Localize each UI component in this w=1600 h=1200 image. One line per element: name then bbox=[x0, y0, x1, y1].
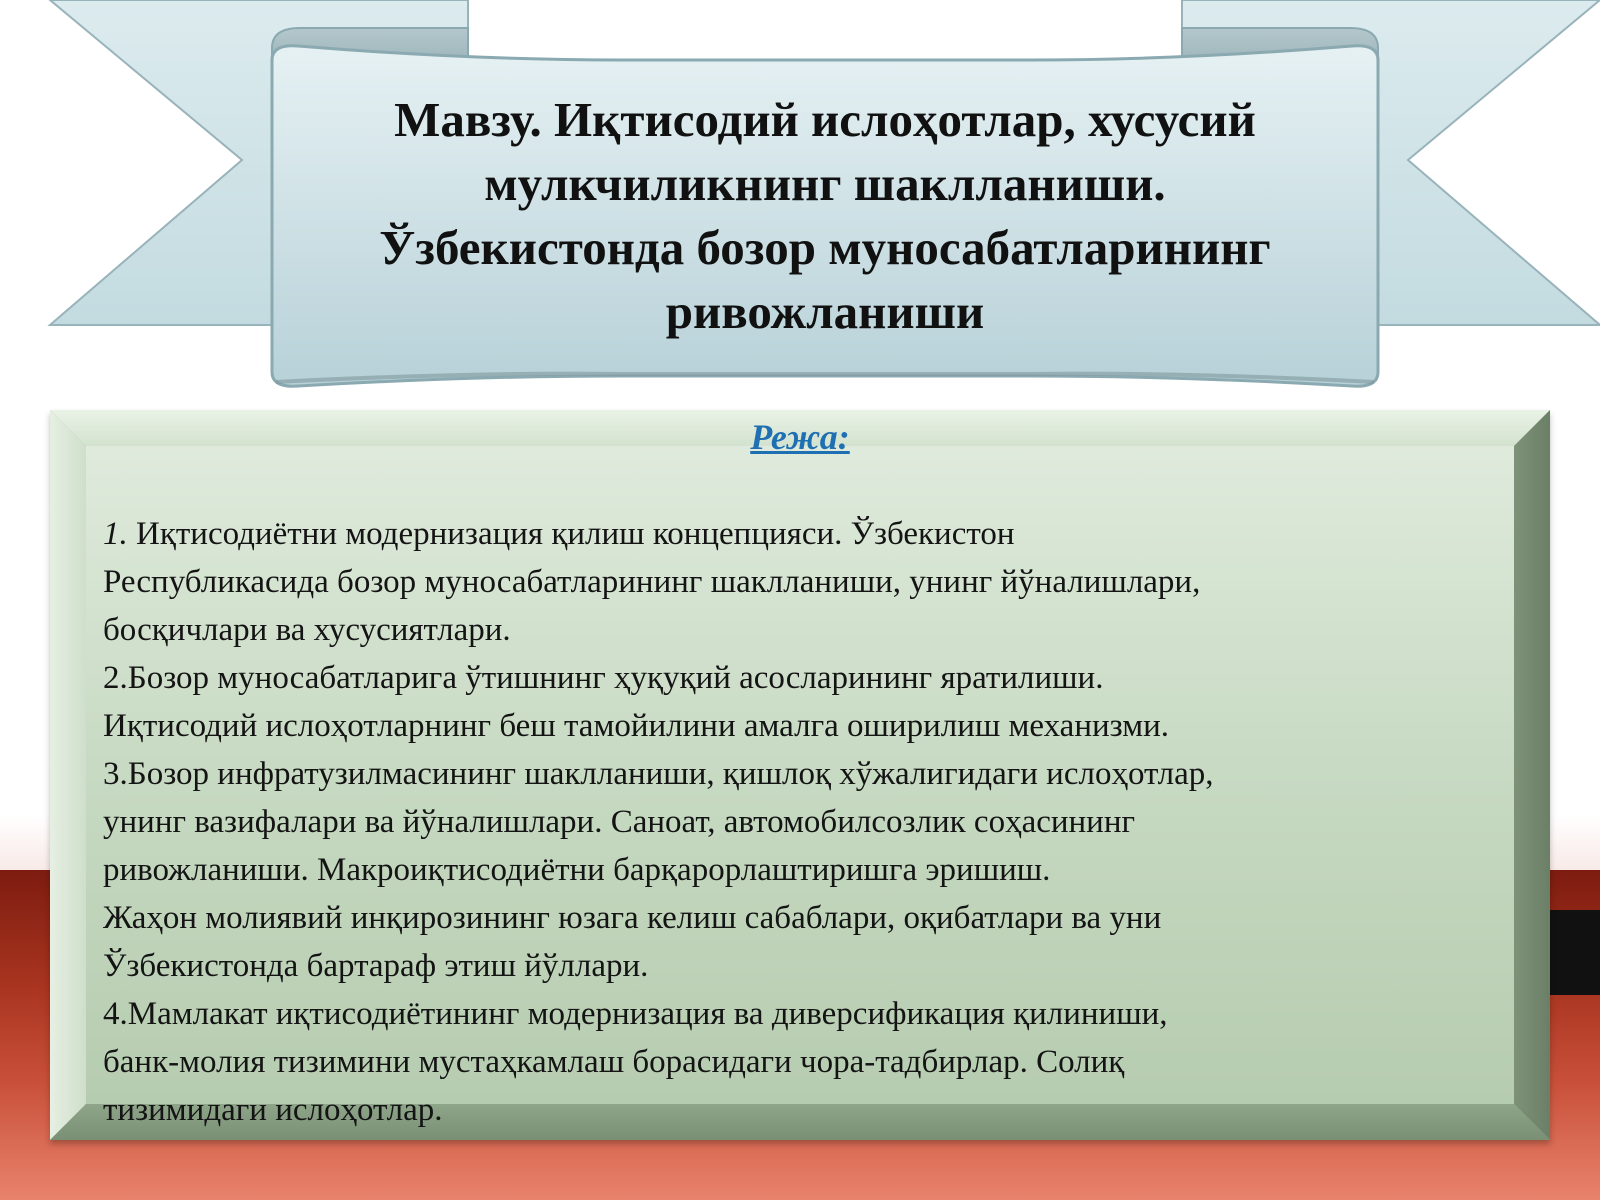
title-line: ривожланиши bbox=[665, 284, 985, 339]
plan-line: 3.Бозор инфратузилмасининг шаклланиши, қишлоқ хўжалигидаги ислоҳотлар, bbox=[103, 756, 1214, 792]
plan-line: Жаҳон молиявий инқирозининг юзага келиш сабаблари, оқибатлари ва уни bbox=[103, 900, 1162, 936]
title-line: мулкчиликнинг шаклланиши. bbox=[484, 156, 1166, 211]
plan-line: Республикасида бозор муносабатларининг шаклланиши, унинг йўналишлари, bbox=[103, 564, 1201, 600]
plan-heading: Режа: bbox=[750, 417, 850, 457]
plan-line: тизимидаги ислоҳотлар. bbox=[103, 1092, 443, 1128]
plan-line: Ўзбекистонда бартараф этиш йўллари. bbox=[103, 948, 649, 984]
plan-line: Иқтисодий ислоҳотларнинг беш тамойилини амалга оширилиш механизми. bbox=[103, 708, 1170, 744]
slide-title bbox=[300, 88, 1350, 344]
plan-item-number: 1. bbox=[103, 516, 128, 552]
plan-line: унинг вазифалари ва йўналишлари. Саноат, автомобилсозлик соҳасининг bbox=[103, 804, 1136, 840]
plan-line: 2.Бозор муносабатларига ўтишнинг ҳуқуқий асосларининг яратилиши. bbox=[103, 660, 1104, 696]
plan-line: босқичлари ва хусусиятлари. bbox=[103, 612, 511, 648]
plan-line bbox=[103, 510, 1543, 558]
plan-line: ривожланиши. Макроиқтисодиётни барқарорлаштиришга эришиш. bbox=[103, 852, 1051, 888]
plan-line-text: Иқтисодиётни модернизация қилиш концепцияси. Ўзбекистон bbox=[127, 516, 1015, 552]
panel-bevel-left bbox=[50, 410, 86, 1140]
plan-line: 4.Мамлакат иқтисодиётининг модернизация ва диверсификация қилиниши, bbox=[103, 996, 1168, 1032]
plan-line: банк-молия тизимини мустаҳкамлаш борасидаги чора-тадбирлар. Солиқ bbox=[103, 1044, 1125, 1080]
plan-body bbox=[103, 510, 1543, 1134]
title-line: Мавзу. Иқтисодий ислоҳотлар, хусусий bbox=[394, 92, 1256, 147]
title-line: Ўзбекистонда бозор муносабатларининг bbox=[379, 220, 1271, 275]
